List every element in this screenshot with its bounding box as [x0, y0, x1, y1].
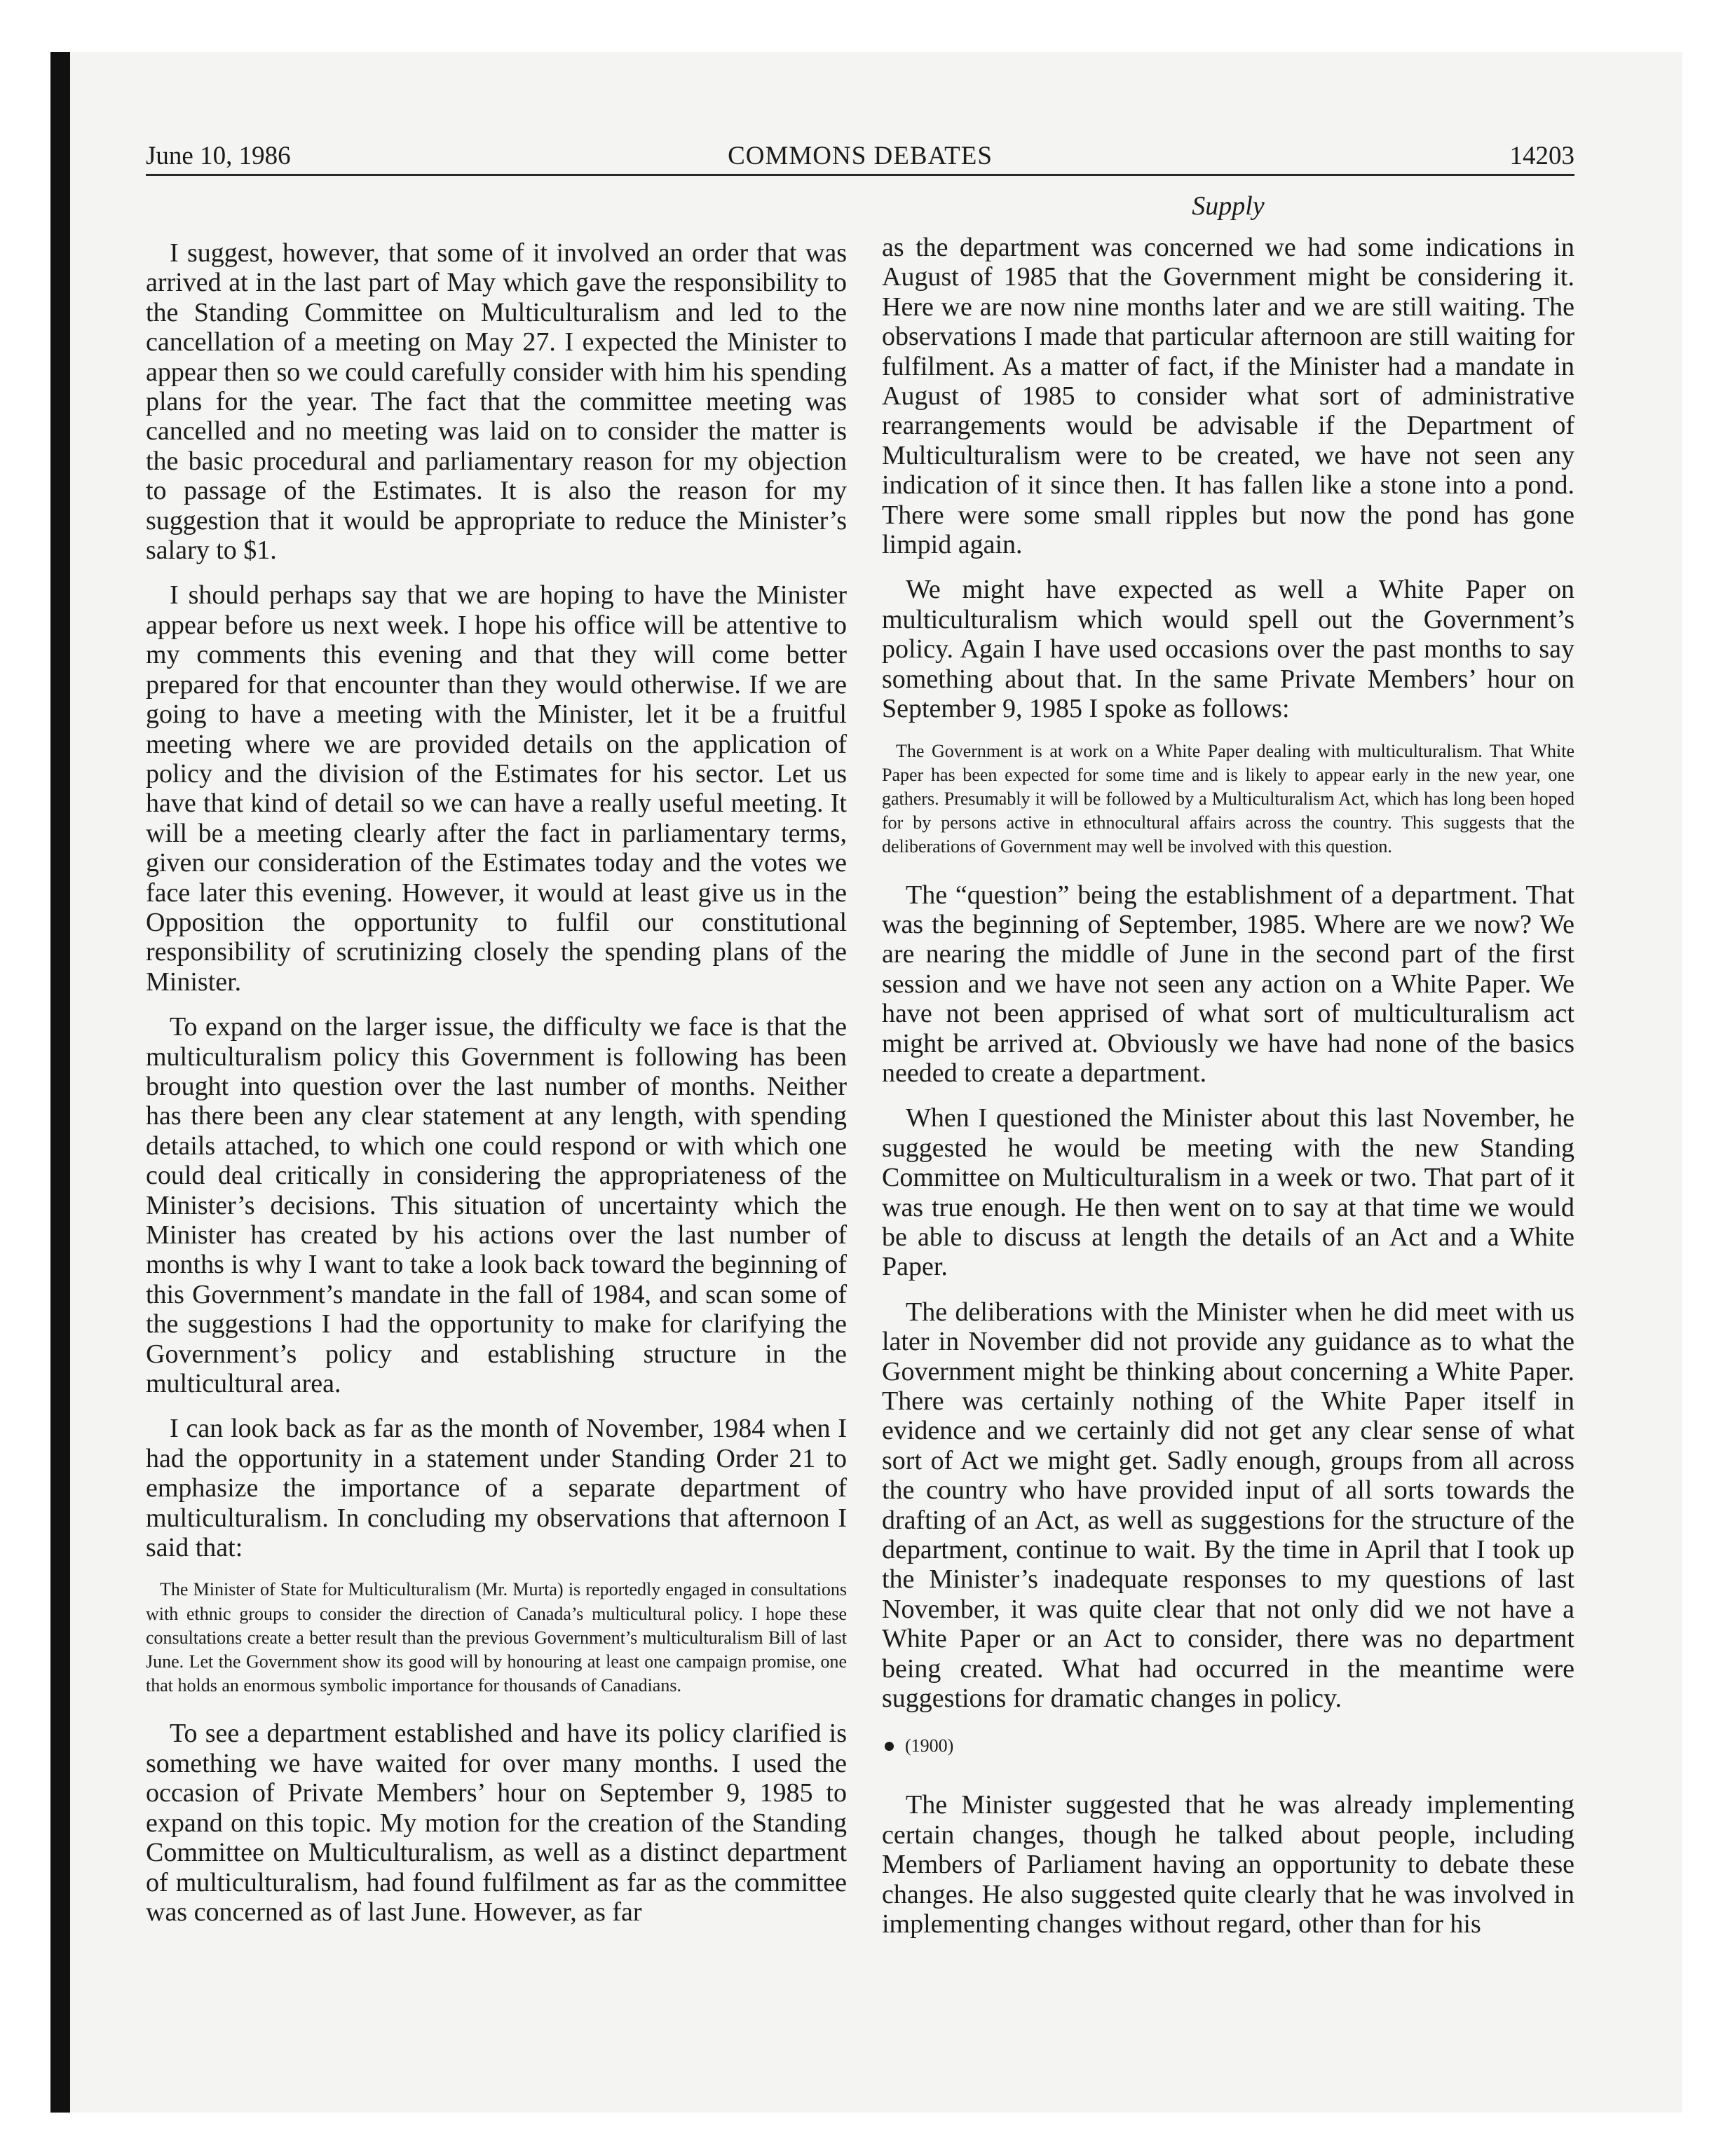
scan-edge-bar	[50, 52, 70, 2113]
paragraph: I should perhaps say that we are hoping to have the Minister appear before us next week. I hope his office will be attentive to my comments this evening and that they will come better prepared for that encounter than they would otherwise. If we are going to have a meeting with the Minister, let it be a fruitful meeting where we are provided details on the application of policy and the division of the Estimates for his sector. Let us have that kind of detail so we can have a really useful meeting. It will be a meeting clearly after the fact in parliamentary terms, given our consideration of the Estimates today and the votes we face later this evening. However, it would at least give us in the Opposition the opportunity to fulfil our constitutional responsibility of scrutinizing closely the spending plans of the Minister.	[146, 580, 847, 997]
left-column	[146, 238, 847, 1942]
bullet-icon	[885, 1742, 894, 1751]
time-marker	[882, 1734, 1574, 1758]
paragraph: To expand on the larger issue, the difficulty we face is that the multiculturalism policy this Government is following has been brought into question over the last number of months. Neither has there been any clear statement at any length, with spending details attached, to which one could respond or with which one could deal critically in considering the appropriateness of the Minister’s decisions. This situation of uncertainty which the Minister has created by his actions over the last number of months is why I want to take a look back toward the beginning of this Government’s mandate in the fall of 1984, and scan some of the suggestions I had the opportunity to make for clarifying the Government’s policy and establishing structure in the multicultural area.	[146, 1012, 847, 1399]
block-quote: The Government is at work on a White Paper dealing with multiculturalism. That White Paper has been expected for some time and is likely to appear early in the new year, one gathers. Presumably it will be followed by a Multiculturalism Act, which has long been hoped for by persons active in ethnocultural affairs across the country. This suggests that the deliberations of Government may well be involved with this question.	[882, 740, 1574, 857]
block-quote: The Minister of State for Multiculturalism (Mr. Murta) is reportedly engaged in consultations with ethnic groups to consider the direction of Canada’s multicultural policy. I hope these consultations create a better result than the previous Government’s multiculturalism Bill of last June. Let the Government show its good will by honouring at least one campaign promise, one that holds an enormous symbolic importance for thousands of Canadians.	[146, 1579, 847, 1696]
paragraph: The deliberations with the Minister when he did meet with us later in November did not provide any guidance as to what the Government might be thinking about concerning a White Paper. There was certainly nothing of the White Paper itself in evidence and we certainly did not get any clear sense of what sort of Act we might get. Sadly enough, groups from all across the country who have provided input of all sorts towards the drafting of an Act, as well as suggestions for the structure of the department, continue to wait. By the time in April that I took up the Minister’s inadequate responses to my questions of last November, it was quite clear that not only did we not have a White Paper or an Act to consider, there was no department being created. What had occurred in the meantime were suggestions for dramatic changes in policy.	[882, 1297, 1574, 1714]
paragraph-continued: as the department was concerned we had some indications in August of 1985 that the Government might be considering it. Here we are now nine months later and we are still waiting. The observations I made that particular afternoon are still waiting for fulfilment. As a matter of fact, if the Minister had a mandate in August of 1985 to consider what sort of administrative rearrangements would be advisable if the Department of Multiculturalism were to be created, we have not seen any indication of it since then. It has fallen like a stone into a pond. There were some small ripples but now the pond has gone limpid again.	[882, 233, 1574, 560]
right-column	[882, 233, 1574, 1955]
running-header	[146, 137, 1574, 176]
paragraph: To see a department established and have its policy clarified is something we have waited for over many months. I used the occasion of Private Members’ hour on September 9, 1985 to expand on this topic. My motion for the creation of the Standing Committee on Multiculturalism, as well as a distinct department of multiculturalism, had found fulfilment as far as the committee was concerned as of last June. However, as far	[146, 1719, 847, 1927]
header-date: June 10, 1986	[146, 142, 291, 170]
section-label: Supply	[1192, 191, 1265, 221]
paragraph: The “question” being the establishment of a department. That was the beginning of September, 1985. Where are we now? We are nearing the middle of June in the second part of the first session and we have not seen any action on a White Paper. We have not been apprised of what sort of multiculturalism act might be arrived at. Obviously we have had none of the basics needed to create a department.	[882, 880, 1574, 1088]
paragraph: The Minister suggested that he was already implementing certain changes, though he talked about people, including Members of Parliament having an opportunity to debate these changes. He also suggested quite clearly that he was involved in implementing changes without regard, other than for his	[882, 1790, 1574, 1939]
paragraph: I can look back as far as the month of November, 1984 when I had the opportunity in a statement under Standing Order 21 to emphasize the importance of a separate department of multiculturalism. In concluding my observations that afternoon I said that:	[146, 1414, 847, 1563]
header-page-number: 14203	[1509, 142, 1574, 170]
time-marker-label: (1900)	[905, 1735, 954, 1756]
paragraph: We might have expected as well a White Paper on multiculturalism which would spell out the Government’s policy. Again I have used occasions over the past months to say something about that. In the same Private Members’ hour on September 9, 1985 I spoke as follows:	[882, 575, 1574, 724]
paragraph: When I questioned the Minister about this last November, he suggested he would be meeting with the new Standing Committee on Multiculturalism in a week or two. That part of it was true enough. He then went on to say at that time we would be able to discuss at length the details of an Act and a White Paper.	[882, 1103, 1574, 1282]
paragraph: I suggest, however, that some of it involved an order that was arrived at in the last part of May which gave the responsibility to the Standing Committee on Multiculturalism and led to the cancellation of a meeting on May 27. I expected the Minister to appear then so we could carefully consider with him his spending plans for the year. The fact that the committee meeting was cancelled and no meeting was laid on to consider the matter is the basic procedural and parliamentary reason for my objection to passage of the Estimates. It is also the reason for my suggestion that it would be appropriate to reduce the Minister’s salary to $1.	[146, 238, 847, 566]
header-title: COMMONS DEBATES	[728, 142, 993, 170]
